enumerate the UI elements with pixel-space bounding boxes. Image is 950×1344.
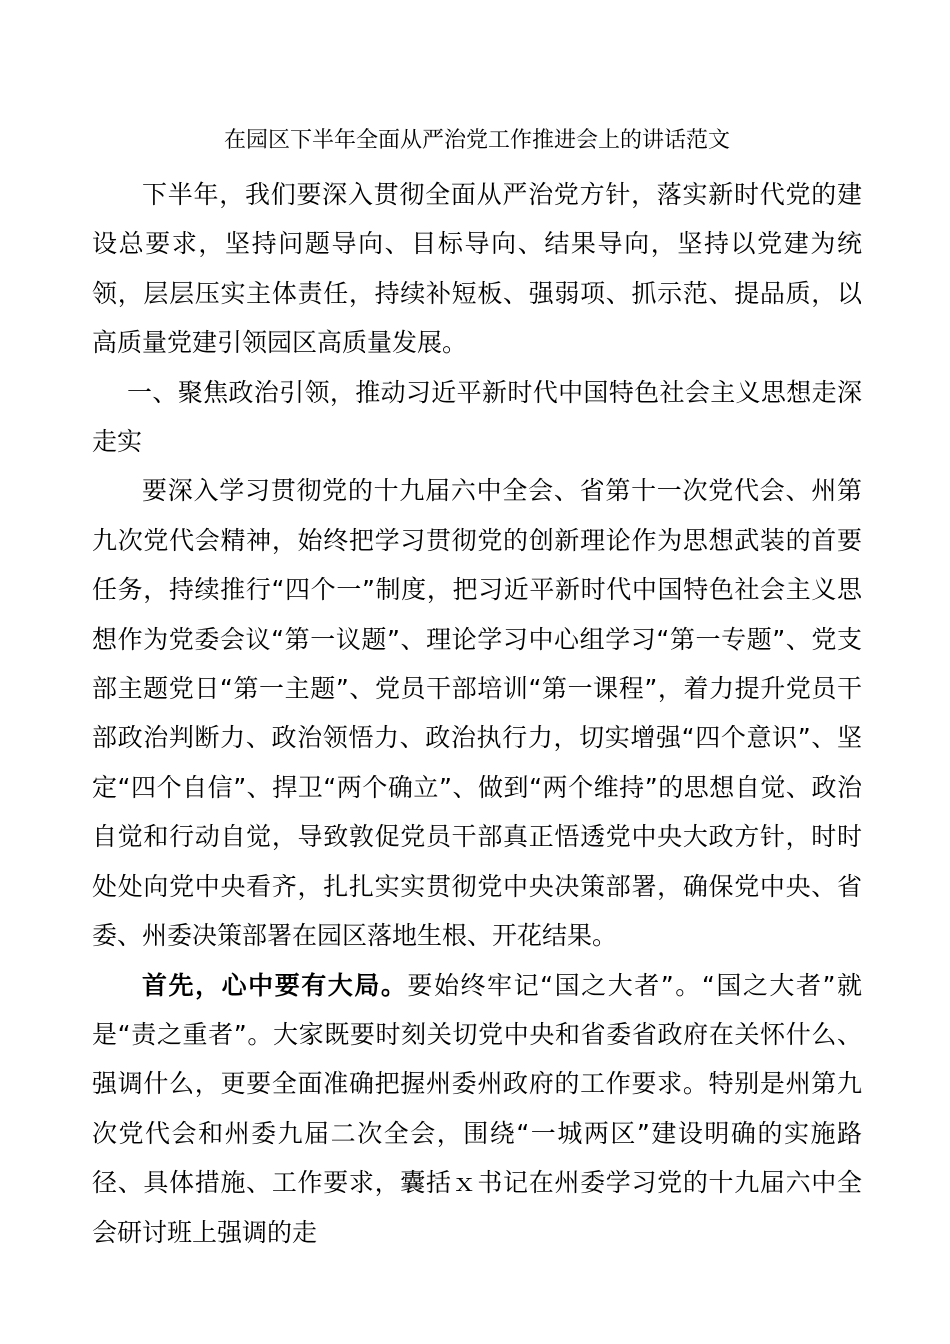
paragraph-lead: 首先，心中要有大局。	[142, 970, 408, 1000]
paragraph-text: 要深入学习贯彻党的十九届六中全会、省第十一次党代会、州第九次党代会精神，始终把学习贯彻党的创新理论作为思想武装的首要任务，持续推行“四个一”制度，把习近平新时代中国特色社会主义思想作为党委会议“第一议题”、理论学习中心组学习“第一专题”、党支部主题党日“第一主题”、党员干部培训“第一课程”，着力提升党员干部政治判断力、政治领悟力、政治执行力，切实增强“四个意识”、坚定“四个自信”、捍卫“两个确立”、做到“两个维持”的思想自觉、政治自觉和行动自觉，导致敦促党员干部真正悟透党中央大政方针，时时处处向党中央看齐，扎扎实实贯彻党中央决策部署，确保党中央、省委、州委决策部署在园区落地生根、开花结果。	[92, 476, 862, 951]
document-body	[92, 122, 862, 1257]
section-heading-text: 一、聚焦政治引领，推动习近平新时代中国特色社会主义思想走深走实	[92, 377, 862, 457]
paragraph-text: 要始终牢记“国之大者”。“国之大者”就是“责之重者”。大家既要时刻关切党中央和省委省政府在关怀什么、强调什么，更要全面准确把握州委州政府的工作要求。特别是州第九次党代会和州委九届二次全会，围绕“一城两区”建设明确的实施路径、具体措施、工作要求，囊括ｘ书记在州委学习党的十九届六中全会研讨班上强调的走	[92, 970, 862, 1247]
paragraph-text: 下半年，我们要深入贯彻全面从严治党方针，落实新时代党的建设总要求，坚持问题导向、目标导向、结果导向，坚持以党建为统领，层层压实主体责任，持续补短板、强弱项、抓示范、提品质，以高质量党建引领园区高质量发展。	[92, 180, 862, 358]
paragraph-first-point	[92, 961, 862, 1257]
paragraph-intro	[92, 170, 862, 368]
document-title: 在园区下半年全面从严治党工作推进会上的讲话范文	[223, 128, 730, 153]
paragraph-section-1	[92, 466, 862, 960]
section-heading-1	[92, 368, 862, 467]
